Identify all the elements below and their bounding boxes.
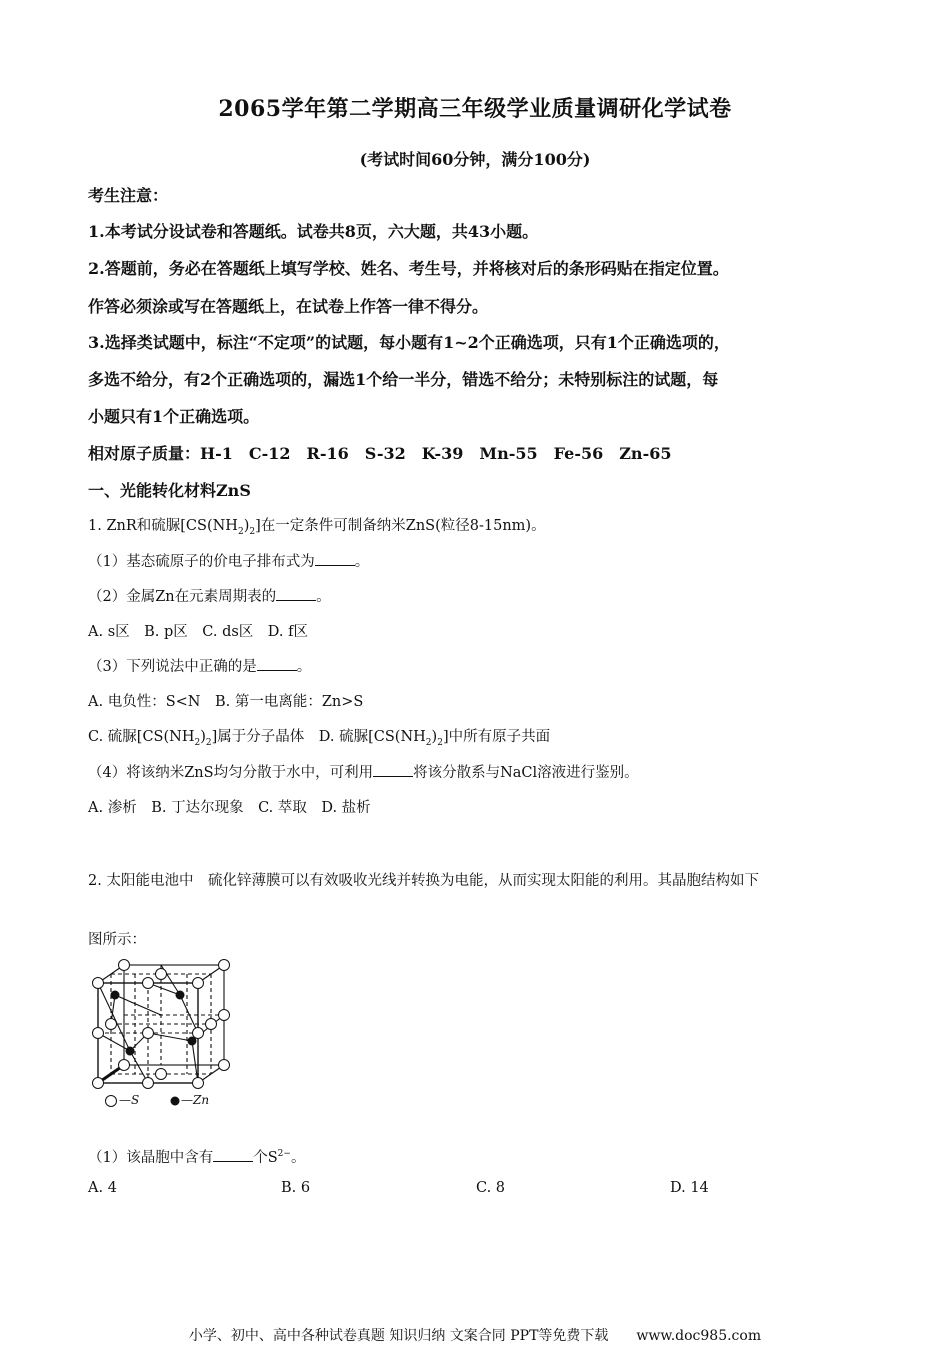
s-atom-legend-icon — [104, 1094, 118, 1108]
legend-s-label: —S — [119, 1093, 140, 1107]
answer-blank — [257, 669, 297, 671]
q1-part-2-options: A. s区 B. p区 C. ds区 D. f区 — [88, 624, 308, 640]
exam-subtitle: (考试时间60分钟，满分100分) — [359, 150, 591, 169]
answer-blank — [315, 564, 355, 566]
q1-part-2: （2）金属Zn在元素周期表的 。 — [88, 589, 331, 605]
q2-option-c: C. 8 — [476, 1180, 506, 1196]
page-footer: 小学、初中、高中各种试卷真题 知识归纳 文案合同 PPT等免费下载 www.doc985.com — [188, 1328, 762, 1344]
legend-zn-label: —Zn — [181, 1093, 210, 1107]
q2-option-b: B. 6 — [281, 1180, 311, 1196]
exam-title: 2065学年第二学期高三年级学业质量调研化学试卷 — [218, 96, 732, 122]
q1-stem: 1. ZnR和硫脲$[CS(NH_2)_2]$在一定条件可制备纳米ZnS(粒径8-15nm)。 — [88, 518, 546, 537]
q1-part-1: （1）基态硫原子的价电子排布式为 。 — [88, 554, 370, 570]
answer-blank — [373, 775, 413, 777]
q1-part-3-options-ab: A. 电负性：S<N B. 第一电离能：Zn>S — [88, 694, 364, 710]
notice-line-3: 作答必须涂或写在答题纸上，在试卷上作答一律不得分。 — [88, 297, 489, 316]
notice-line-6: 小题只有1个正确选项。 — [88, 407, 260, 426]
answer-blank — [213, 1160, 253, 1162]
section-1-heading: 一、光能转化材料ZnS — [88, 481, 251, 500]
q1-part-4: （4）将该纳米ZnS均匀分散于水中，可利用 将该分散系与NaCl溶液进行鉴别。 — [88, 765, 639, 781]
q2-option-a: A. 4 — [88, 1180, 117, 1196]
zns-unit-cell-diagram — [86, 955, 246, 1115]
q2-option-d: D. 14 — [670, 1180, 709, 1196]
q2-stem: 2. 太阳能电池中 硫化锌薄膜可以有效吸收光线并转换为电能，从而实现太阳能的利用。其晶胞结构如下 — [88, 873, 759, 889]
q1-part-3: （3）下列说法中正确的是 。 — [88, 659, 312, 675]
q2-part-1: （1）该晶胞中含有 个$S^{2-}$。 — [88, 1149, 306, 1166]
zn-atom-legend-icon — [168, 1094, 182, 1108]
q1-part-4-options: A. 渗析 B. 丁达尔现象 C. 萃取 D. 盐析 — [88, 800, 371, 816]
notice-line-5: 多选不给分，有2个正确选项的，漏选1个给一半分，错选不给分；未特别标注的试题，每 — [88, 370, 719, 389]
q1-part-3-options-cd: C. 硫脲$[CS(NH_2)_2]$属于分子晶体 D. 硫脲$[CS(NH_2)_2]$中所有原子共面 — [88, 729, 551, 748]
notice-line-4: 3.选择类试题中，标注“不定项”的试题，每小题有1~2个正确选项，只有1个正确选项的， — [88, 333, 730, 352]
answer-blank — [276, 599, 316, 601]
notice-line-2: 2.答题前，务必在答题纸上填写学校、姓名、考生号，并将核对后的条形码贴在指定位置。 — [88, 259, 729, 278]
notice-line-1: 1.本考试分设试卷和答题纸。试卷共8页，六大题，共43小题。 — [88, 222, 539, 241]
notice-heading: 考生注意： — [88, 186, 169, 205]
q2-stem-continued: 图所示： — [88, 932, 146, 948]
atomic-mass-line: 相对原子质量：H-1 C-12 R-16 S-32 K-39 Mn-55 Fe-56 Zn-65 — [88, 444, 672, 463]
